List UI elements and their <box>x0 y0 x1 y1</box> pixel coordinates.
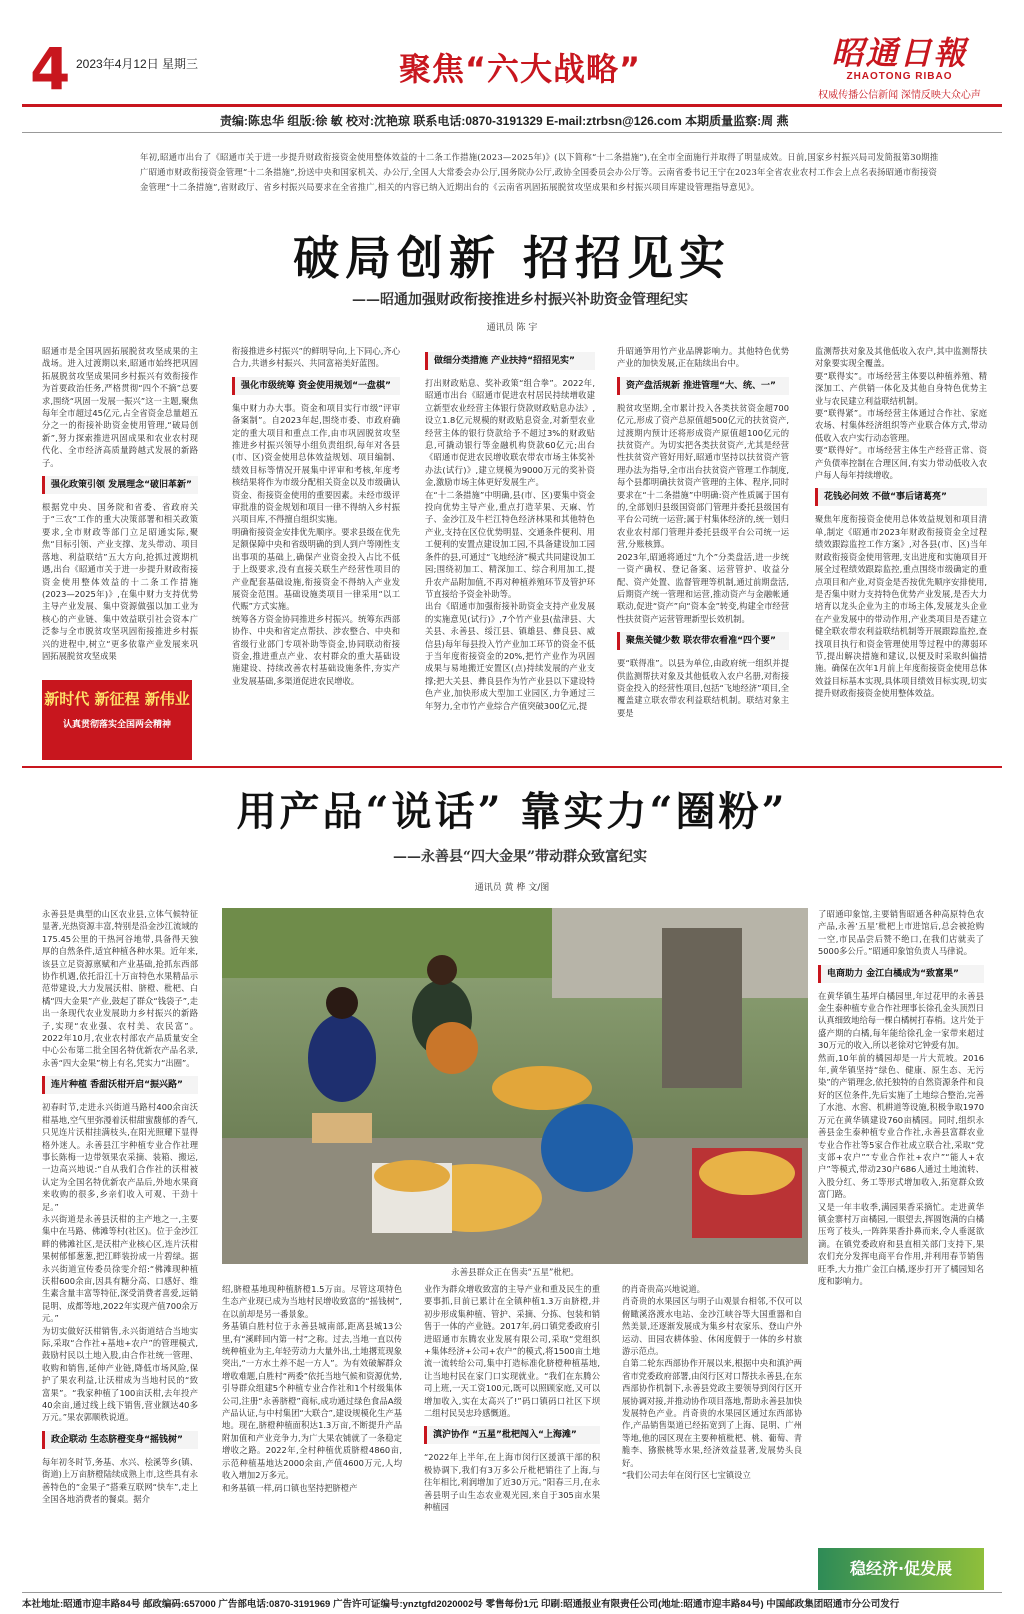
paragraph: 自第二轮东西部协作开展以来,根据中央和滇沪两省市党委政府部署,由闵行区对口帮扶永善县,在东西部协作机制下,永善县党政主要领导到闵行区开展协调对接,并推动协作项目落地,帮助永善县加快发展特色产业。肖奇贵的水果园区通过东西部协作,产品销售渠道已经拓宽到了上海、昆明、广州等地,他的园区现在主要种植枇杷、桃、葡萄、青脆李、猕猴桃等水果,经济效益显著,发展势头良好。 <box>622 1358 802 1468</box>
editor-credits: 责编:陈忠华 组版:徐 敏 校对:沈艳琼 联系电话:0870-3191329 E-mail:ztrbsn@126.com 本期质量监察:周 燕 <box>220 114 789 128</box>
paragraph: 为切实做好沃柑销售,永兴街道结合当地实际,采取“合作社+基地+农户”的管理模式,鼓励村民以土地入股,由合作社统一管理、收购和销售,延伸产业链,降低市场风险,保护了果农利益,让沃柑成为当地村民的“致富果”。“我家种植了100亩沃柑,去年投产40余亩,通过线上线下销售,营业额达40多万元。”果农郭顺秩说道。 <box>42 1325 198 1423</box>
article1-title: 破局创新 招招见实 <box>292 231 731 285</box>
paragraph: 肖奇贵的水果园区与明子山观景台相邻,不仅可以俯瞰溪洛渡水电站、金沙江峡谷等大国重器和自然美景,还逐渐发展成为集乡村农家乐、登山户外运动、田园农耕体验、休闲度假于一体的乡村旅游示范点。 <box>622 1296 802 1357</box>
banner-subline: 认真贯彻落实全国两会精神 <box>62 720 171 730</box>
publication-date: 2023年4月12日 星期三 <box>76 57 199 71</box>
subheading: 滇沪协作 “五星”枇杷闯入“上海滩” <box>424 1426 600 1444</box>
paragraph: 和务基镇一样,码口镇也坚持把脐橙产 <box>222 1482 358 1493</box>
paragraph: 了昭通印象馆,主要销售昭通各种高原特色农产品,永善‘五星’枇杷上市进馆后,总会被抢购一空,市民品尝后赞不绝口,在我们店就卖了5000多公斤。”昭通印象馆负责人马律说。 <box>818 909 984 957</box>
article2-column-2 <box>222 1283 402 1592</box>
paragraph: 又是一年丰收季,满园果香采摘忙。走进黄华镇金寨村万亩橘园,一眼望去,挥圆饱满的白橘压弯了枝头,一阵阵果香扑鼻而来,令人垂涎欲滴。在镇党委政府和县直相关部门支持下,果农们充分发挥电商平台作用,并利用春节销售旺季,大力推广金江白橘,逐步打开了橘园知名度和影响力。 <box>818 1201 984 1286</box>
article1-column-3 <box>425 345 595 760</box>
credits-rule <box>22 132 1002 133</box>
article1-column-5 <box>815 345 987 760</box>
article2-photo <box>222 908 808 1264</box>
intro-paragraph: 年初,昭通市出台了《昭通市关于进一步提升财政衔接资金使用整体效益的十二条工作措施(2023—2025年)》(以下简称“十二条措施”),在全市全面施行并取得了明显成效。日前,国家乡村振兴局司发简报第30期推广昭通市财政衔接资金管理“十二条措施”,扮送中央和国家机关、办公厅,全国人大常委会办公厅,国务院办公厅,政协全国委员会办公厅等。云南省委书记王宁在2023年全省农业农村工作会上点名表扬昭通市衔接资金管理“十二条措施”,省财政厅、省乡村振兴局要求在全省推广,相关的内容已纳入近期出台的《云南省巩固拓展脱贫攻坚成果和乡村振兴项目库建设管理指导意见》。 <box>140 152 939 192</box>
subheading: 聚焦关键少数 联农带农看准“四个要” <box>617 632 789 650</box>
paragraph: 明确衔接资金安排优先顺序。要求县级在优先足额保障中央和省级明确的到人到户等刚性支出事项的基础上,确保产业资金投入占比不低于上级要求,没有直接关联生产经营性项目的产业配套基础设施,衔接资金不得纳入产业发展资金范围。基础设施类项目一律采用“以工代赈”方式实施。 <box>232 526 400 612</box>
page-number: 4 <box>30 35 71 103</box>
promo-banner <box>42 680 192 760</box>
paragraph: 脱贫攻坚期,全市累计投入各类扶贫资金超700亿元,形成了资产总原值超500亿元的扶贫资产,过渡期内预计还将形成资产原值超100亿元的扶贫资产。为切实把各类扶贫资产,尤其是经营性扶贫资产管好用好,昭通市坚持以扶贫资产管理办法为指导,全市出台扶贫资产管理工作制度,每个县都明确扶贫资产管理的主体、程序,同时要求在“十二条措施”中明确:资产性质属于国有的,全部划归县级国资部门管理并委托县级国有平台公司统一运营;属于村集体经济的,统一划归农业农村部门管理并委托县级平台公司统一运营,分账核算。 <box>617 402 789 550</box>
paragraph: 监测帮扶对象及其他低收入农户,其中监测帮扶对象要实现全覆盖。 <box>815 346 987 369</box>
paragraph: 要“联得准”。以县为单位,由政府统一组织并提供监测帮扶对象及其他低收入农户名册,对衔接资金投入的经营性项目,包括“飞地经济”项目,全覆盖建立联农带农利益联结机制。联结对象主要是 <box>617 658 789 718</box>
footer-rule <box>22 1592 1002 1593</box>
paragraph: 在黄华镇生基坪白橘园里,年过花甲的永善县金生泰种植专业合作社理事长徐孔金头顶烈日认真细致地给每一棵白橘树打春梢。这片处于盛产期的白橘,每年能给徐孔金一家带来超过30万元的收入,所以老徐对它钟爱有加。 <box>818 990 984 1051</box>
paragraph: 永兴街道是永善县沃柑的主产地之一,主要集中在马路、佛滩等村(社区)。位于金沙江畔的佛滩社区,是沃柑产业核心区,连片沃柑果树郁郁葱葱,把江畔装扮成一片碧绿。据永兴街道宣传委员徐雯介绍:“佛滩现种植沃柑600余亩,因具有糖分高、口感好、维生素含量丰富等特征,深受消费者喜爱,远销昆明、成都等地,2022年实现产值700余万元。” <box>42 1213 198 1324</box>
logo-english: ZHAOTONG RIBAO <box>846 71 953 83</box>
stable-economy-badge: 稳经济·促发展 <box>818 1548 984 1590</box>
banner-headline: 新时代 新征程 新伟业 <box>44 690 190 708</box>
paragraph: 要“联得紧”。市场经营主体通过合作社、家庭农场、村集体经济组织等产业联合体方式,带动低收入农户实行动态管理。 <box>815 408 987 443</box>
logo-slogan: 权威传播公信新闻 深情反映大众心声 <box>818 90 981 102</box>
article2-subtitle: ——永善县“四大金果”带动群众致富纪实 <box>392 849 648 865</box>
article2-column-1 <box>42 908 198 1592</box>
paragraph: 务基镇白胜村位于永善县城南部,距离县城13公里,有“溪畔回内第一村”之称。过去,当地一直以传统种植业为主,年轻劳动力大量外出,土地撂荒现象突出,“一方水土养不起一方人”。为有效破解群众增收难题,白胜村“两委”依托当地气候和资源优势,引导群众组建5个种植专业合作社和1个村级集体公司,注册“永善脐橙”商标,成功通过绿色食品A级产品认证,与中村集团“大联合”,建设规模化生产基地。现在,脐橙种植面积达1.3万亩,不断提升产品附加值和产业竞争力,为广大果农铺就了一条稳定增收之路。2022年,全村种植优质脐橙4860亩,示范种植基地达2000余亩,产值4600万元,人均收入增加2万多元。 <box>222 1321 402 1481</box>
paragraph: “2022年上半年,在上海市闵行区援滇干部的积极协调下,我们有3万多公斤枇杷销往了上海,与往年相比,利润增加了近30万元。”阳春三月,在永善县明子山生态农业观光园,来自于305亩水果种植园 <box>424 1452 600 1513</box>
paragraph: 绍,脐橙基地现种植脐橙1.5万亩。尽管这项特色生态产业现已成为当地村民增收致富的“摇钱树”,在以前却是另一番景象。 <box>222 1284 402 1319</box>
subheading: 强化市级统筹 资金使用规划“一盘棋” <box>232 377 400 395</box>
paragraph: 衔接推进乡村振兴”的鲜明导向,上下同心,齐心合力,共谱乡村振兴、共同富裕美好蓝图。 <box>232 346 400 369</box>
paragraph: 根据党中央、国务院和省委、省政府关于“三农”工作的重大决策部署和相关政策要求,全市财政等部门立足昭通实际,聚焦“目标引领、产业支撑、龙头带动、项目落地、利益联结”五大方向,抢抓过渡期机遇,出台《昭通市关于进一步提升财政衔接资金使用整体效益的十二条工作措施(2023—2025年)》,在集中财力支持优势主导产业发展、集中资源做强以加工业为核心的产业链、集中效益联引社会资本广泛参与全市脱贫攻坚巩固衔接推进乡村振兴的进程中,树立“更多依靠产业发展来巩固拓展脱贫攻坚成果 <box>42 502 198 661</box>
paragraph: 集中财力办大事。资金和项目实行市级“评审备案制”。自2023年起,围绕市委、市政府确定的重大项目和重点工作,由市巩固脱贫攻坚推进乡村振兴领导小组负责组织,每年对各县(市、区)资金使用总体效益规划、项目编制、绩效目标等情况开展集中评审和考核,年度考核结果将作为市级分配相关资金以及市级确认资金、衔接资金使用的重要因素。未经市级评审批准的资金规划和项目一律不得纳入乡村振兴项目库,不得擅自组织实施。 <box>232 402 400 525</box>
paragraph: 昭通市是全国巩固拓展脱贫攻坚成果的主战场。进入过渡期以来,昭通市始终把巩固拓展脱贫攻坚成果同乡村振兴有效衔接作为首要政治任务,严格贯彻“四个不摘”总要求,围绕“巩固一发展一振兴”这一主题,聚焦每年全市超过45亿元,占全省资金总量超五分之一的衔接补助资金使用管理,“破局创新”,努力探索推进巩固成果和农业农村现代化、全市经济高质量跨越式发展的新路子。 <box>42 346 198 468</box>
paragraph: 要“联得实”。市场经营主体要以种植养殖、精深加工、产供销一体化及其他自身特色优势主业与农民建立利益联结机制。 <box>815 370 987 406</box>
paragraph: 出台《昭通市加强衔接补助资金支持产业发展的实施意见(试行)》,7个竹产业县(盐津县、大关县、永善县、绥江县、镇雄县、彝良县、威信县)每年每县投入竹产业加工环节的资金不低于当年度衔接资金的20%,把竹产业作为巩固成果与易地搬迁安置区(点)持续发展的产业支撑;把大关县、彝良县作为竹产业县以下建设特色产业,加快形成大型加工业园区,力争通过三年努力,全市竹产业综合产值突破300亿元,提 <box>425 601 595 711</box>
paragraph: 统筹各方资金协同推进乡村振兴。统筹东西部协作、中央和省定点帮扶、涉农整合、中央和省级行业部门专项补助等资金,协同联动衔接资金,推进重点产业、农村群众的重大基础设施建设、持续改善农村基础设施条件,夯实产业发展基础,多渠道促进农民增收。 <box>232 613 400 686</box>
paragraph: 在“十二条措施”中明确,县(市、区)要集中资金投向优势主导产业,重点打造苹果、天麻、竹子、金沙江及牛栏江特色经济林果和其他特色产业,支持在区位优势明显、交通条件便利、用工便利的安置点建设加工园,不具备建设加工园条件的县,可通过“飞地经济”模式共同建设加工园;围绕初加工、精深加工、综合利用加工,提升农产品附加值,不再对种植养殖环节及管护环节直接给予资金补助等。 <box>425 489 595 599</box>
article-divider <box>22 766 1002 768</box>
newspaper-logo <box>812 36 987 101</box>
subheading: 资产盘活规新 推进管理“大、统、一” <box>617 377 789 395</box>
article1-subtitle: ——昭通加强财政衔接推进乡村振兴补助资金管理纪实 <box>352 292 688 308</box>
paragraph: 每年初冬时节,务基、水兴、桧溪等乡(镇、街道)上万亩脐橙陆续成熟上市,这些具有永善特色的“金果子”搭乘互联网“快车”,走上全国各地消费者的餐桌。据介 <box>42 1456 198 1505</box>
paragraph: 聚焦年度衔接资金使用总体效益规划和项目清单,制定《昭通市2023年财政衔接资金全过程绩效跟踪监控工作方案》,对各县(市、区)当年财政衔接资金使用管理,支出进度和实施项目开展全过程绩效跟踪监控,重点围绕市级确定的重点项目和产业,对资金是否按优先顺序安排使用,是否集中财力支持特色优势产业发展,是否大力培育以龙头企业为主的市场主体,发展龙头企业在产业发展中的带动作用,产业类项目是否建立健全联农带农利益联结机制等开展跟踪监控,查找项目执行和资金管理使用等过程中的薄弱环节,提出解决措施和建议,以便及时采取纠偏措施。确保在次年1月前上年度衔接资金使用总体效益目标基本实现,具体项目绩效目标实现,切实提升财政衔接资金使用整体效益。 <box>815 514 987 699</box>
article2-column-4 <box>622 1283 802 1592</box>
masthead-rule <box>22 104 1002 107</box>
paragraph: 要“联得好”。市场经营主体生产经营正常、资产负债率控制在合理区间,有实力带动低收入农户每人每年持续增收。 <box>815 445 987 481</box>
article2-column-3 <box>424 1283 600 1592</box>
paragraph: 业作为群众增收致富的主导产业和重及民生的重要事抓,目前已累计在全镇种植1.3万亩脐橙,并初步形成集种植、管护、采摘、分拣、包装和销售于一体的产业链。2017年,码口镇党委政府引进昭通市东腾农业发展有限公司,采取“党组织+集体经济+公司+农户”的模式,将1500亩土地流一流转给公司,集中打造标准化脐橙种植基地,让当地村民在家门口实现就业。“我们在东腾公司上班,一天工资100元,既可以照顾家庭,又可以增加收入,实在太高兴了!”码口镇码口社区下坝二组村民吴忠玲感慨道。 <box>424 1284 600 1419</box>
subheading: 强化政策引领 发展理念“破旧革新” <box>42 476 198 494</box>
subheading: 做细分类措施 产业扶持“招招见实” <box>425 352 595 370</box>
article1-column-2 <box>232 345 400 760</box>
article2-column-5 <box>818 908 984 1542</box>
paragraph: 升昭通笋用竹产业品牌影响力。其他特色优势产业的加快发展,正在陆续出台中。 <box>617 346 789 369</box>
paragraph: 初春时节,走进永兴街道马路村400余亩沃柑基地,空气里弥漫着沃柑甜蜜馥郁的香气,只见连片沃柑挂满枝头,在阳光照耀下显得格外迷人。永善县江宇种植专业合作社理事长陈梅一边带领果农采摘、装箱、搬运,一边高兴地说:“自从我们合作社的沃柑被认定为全国名特优新农产品后,外地水果商来收购的很多,乡亲们收入可观、干劲十足。” <box>42 1102 198 1212</box>
logo-chinese: 昭通日報 <box>831 34 968 72</box>
paragraph: 的肖奇贵高兴地说道。 <box>622 1284 705 1294</box>
paragraph: 2023年,昭通将通过“九个”分类盘活,进一步统一资产确权、登记备案、运营管护、收益分配、资产处置、监督管理等机制,通过前期盘活,后期资产统一管理和运营,推动资产与金融帐通联动,促进“资产”向“资本金”转变,构建全市经营性扶贫资产运营管理新型长效机制。 <box>617 551 789 624</box>
paragraph: 然而,10年前的橘园却是一片大荒坡。2016年,黄华镇坚持“绿色、健康、原生态、无污染”的产销理念,依托独特的自然资源条件和良好的区位条件,先后实施了土地综合整治,完善了水池、水窖、机耕道等设施,积极争取1970万元在黄华镇建设760亩橘园。同时,组织永善县金生泰种植专业合作社,永善县富群农业专业合作社等5家合作社成立联合社,采取“党支部+农户”“专业合作社+农户”“能人+农户”等模式,带动230户686人通过土地流转、入股分红、务工等形式增加收入,拓宽群众致富门路。 <box>818 1052 984 1200</box>
photo-loquat-vendors <box>222 908 808 1264</box>
paragraph: 打出财政贴息、奖补政策“组合拳”。2022年,昭通市出台《昭通市促进农村居民持续增收建立新型农业经营主体银行贷款财政贴息办法》,设立1.8亿元规模的财政贴息资金,对新型农业经营主体的银行贷款给予不超过3%的财政贴息,可撬动银行等金融机构贷款60亿元;出台《昭通市促进农民增收联农带农市场主体奖补办法(试行)》,建立规模为9000万元的奖补资金,激励市场主体更好发展生产。 <box>425 378 595 488</box>
article1-column-1 <box>42 345 198 680</box>
paragraph: 永善县是典型的山区农业县,立体气候特征显著,光热资源丰富,特别是沿金沙江流域的175.45公里的干热河谷地带,具备得天独厚的自然条件,适宜种植各种水果。近年来,该县立足资源禀赋和产业基础,抢抓东西部协作机遇,依托沿江十万亩特色水果精品示范带建设,大力发展沃柑、脐橙、枇杷、白橘“四大金果”产业,鼓起了群众“钱袋子”,走出一条现代农业发展助力乡村振兴的新路子,实现“农业强、农村美、农民富”。2022年10月,农业农村部农产品质量安全中心公布第二批全国名特优新农产品名录,永善“四大金果”榜上有名,凭实力“出圈”。 <box>42 909 198 1068</box>
section-title: 聚焦“六大战略” <box>398 50 642 88</box>
article1-column-4 <box>617 345 789 760</box>
publisher-footer: 本社地址:昭通市迎丰路84号 邮政编码:657000 广告部电话:0870-3191969 广告许可证编号:ynztgfd2020002号 零售每份1元 印刷:昭通报业有限责任公司(地址:昭通市迎丰路84号) 中国邮政集团昭通市分公司发行 <box>22 1599 900 1610</box>
article1-byline: 通讯员 陈 宇 <box>486 323 538 333</box>
article2-title: 用产品“说话” 靠实力“圈粉” <box>236 788 788 835</box>
article2-byline: 通讯员 黄 桦 文/图 <box>474 883 550 893</box>
subheading: 花钱必问效 不做“事后诸葛亮” <box>815 488 987 506</box>
subheading: 政企联动 生态脐橙变身“摇钱树” <box>42 1431 198 1449</box>
paragraph: “我们公司去年在闵行区七宝镇设立 <box>622 1470 751 1481</box>
subheading: 连片种植 香甜沃柑开启“振兴路” <box>42 1076 198 1094</box>
subheading: 电商助力 金江白橘成为“致富果” <box>818 965 984 983</box>
photo-caption: 永善县群众正在售卖“五星”枇杷。 <box>451 1268 579 1278</box>
